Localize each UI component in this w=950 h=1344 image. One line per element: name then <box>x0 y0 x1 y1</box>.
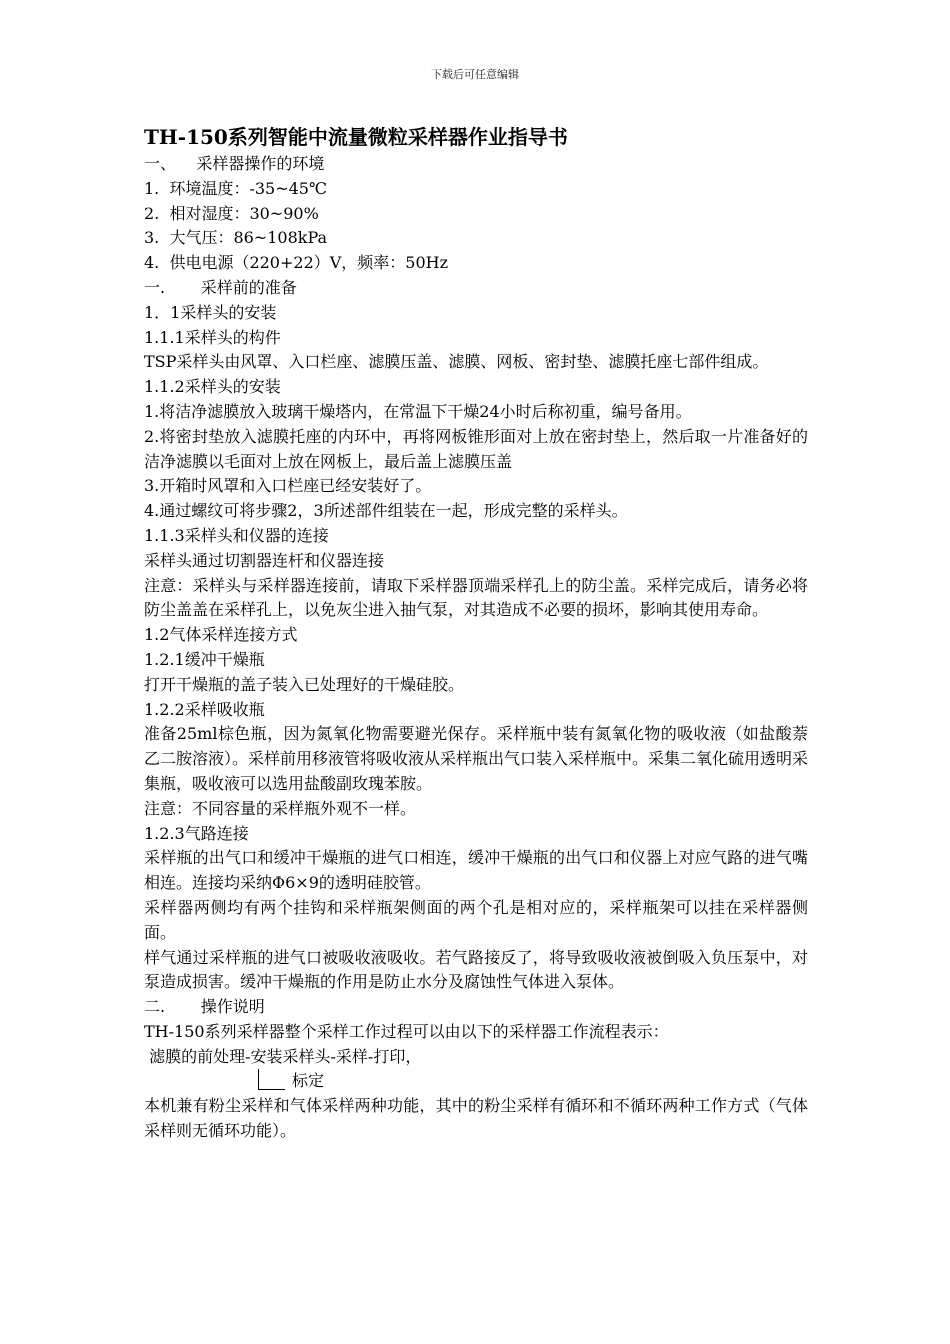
paragraph: 采样瓶的出气口和缓冲干燥瓶的进气口相连，缓冲干燥瓶的出气口和仪器上对应气路的进气嘴相连。连接均采纳Φ6×9的透明硅胶管。 <box>144 848 808 893</box>
list-item: 3. 大气压：86~108kPa <box>144 228 328 248</box>
workflow-line: 滤膜的前处理-安装采样头-采样-打印， <box>144 1046 422 1066</box>
subsection-heading: 1.2气体采样连接方式 <box>144 625 298 645</box>
branch-label: 标定 <box>292 1071 325 1091</box>
note-paragraph: 注意：采样头与采样器连接前，请取下采样器顶端采样孔上的防尘盖。采样完成后，请务必将防尘盖盖在采样孔上，以免灰尘进入抽气泵，对其造成不必要的损坏，影响其使用寿命。 <box>144 575 808 620</box>
step-item: 3.开箱时风罩和入口栏座已经安装好了。 <box>144 476 432 496</box>
section-heading: 一、 采样器操作的环境 <box>144 154 325 173</box>
list-item: 4. 供电电源（220+22）V，频率：50Hz <box>144 253 449 273</box>
list-item: 1. 环境温度：-35~45℃ <box>144 178 327 198</box>
document-body <box>144 122 808 1144</box>
step-item: 1.将洁净滤膜放入玻璃干燥塔内，在常温下干燥24小时后称初重，编号备用。 <box>144 401 692 421</box>
paragraph: 打开干燥瓶的盖子装入已处理好的干燥硅胶。 <box>144 674 465 694</box>
page-header-note: 下载后可任意编辑 <box>431 68 519 81</box>
paragraph: 采样头通过切割器连杆和仪器连接 <box>144 550 385 570</box>
subsection-heading: 1.1.2采样头的安装 <box>144 377 281 397</box>
subsection-heading: 1.2.3气路连接 <box>144 823 249 843</box>
branch-connector <box>258 1069 285 1090</box>
document-title: TH-150系列智能中流量微粒采样器作业指导书 <box>144 125 568 149</box>
paragraph: 准备25ml棕色瓶，因为氮氧化物需要避光保存。采样瓶中装有氮氧化物的吸收液（如盐酸萘乙二胺溶液）。采样前用移液管将吸收液从采样瓶出气口装入采样瓶中。采集二氧化硫用透明采集瓶，吸收液可以选用盐酸副玫瑰苯胺。 <box>144 724 809 793</box>
note-paragraph: 注意：不同容量的采样瓶外观不一样。 <box>144 798 417 818</box>
section-heading: 一. 采样前的准备 <box>144 277 297 297</box>
paragraph: 采样器两侧均有两个挂钩和采样瓶架侧面的两个孔是相对应的，采样瓶架可以挂在采样器侧面。 <box>144 897 808 942</box>
subsection-heading: 1.1.3采样头和仪器的连接 <box>144 525 329 545</box>
paragraph: TSP采样头由风罩、入口栏座、滤膜压盖、滤膜、网板、密封垫、滤膜托座七部件组成。 <box>144 352 769 372</box>
workflow-branch <box>144 1069 808 1094</box>
step-item: 2.将密封垫放入滤膜托座的内环中，再将网板锥形面对上放在密封垫上，然后取一片准备好的洁净滤膜以毛面对上放在网板上，最后盖上滤膜压盖 <box>144 426 808 471</box>
subsection-heading: 1.1.1采样头的构件 <box>144 327 281 347</box>
paragraph: 样气通过采样瓶的进气口被吸收液吸收。若气路接反了，将导致吸收液被倒吸入负压泵中，对泵造成损害。缓冲干燥瓶的作用是防止水分及腐蚀性气体进入泵体。 <box>144 947 808 992</box>
section-heading: 二. 操作说明 <box>144 997 265 1017</box>
paragraph: TH-150系列采样器整个采样工作过程可以由以下的采样器工作流程表示： <box>144 1021 669 1041</box>
paragraph: 本机兼有粉尘采样和气体采样两种功能，其中的粉尘采样有循环和不循环两种工作方式（气体采样则无循环功能）。 <box>144 1096 808 1141</box>
step-item: 4.通过螺纹可将步骤2，3所述部件组装在一起，形成完整的采样头。 <box>144 501 628 521</box>
subsection-heading: 1.2.2采样吸收瓶 <box>144 699 265 719</box>
list-item: 2. 相对湿度：30~90% <box>144 203 319 223</box>
subsection-heading: 1.2.1缓冲干燥瓶 <box>144 649 265 669</box>
subsection-heading: 1．1采样头的安装 <box>144 302 277 322</box>
